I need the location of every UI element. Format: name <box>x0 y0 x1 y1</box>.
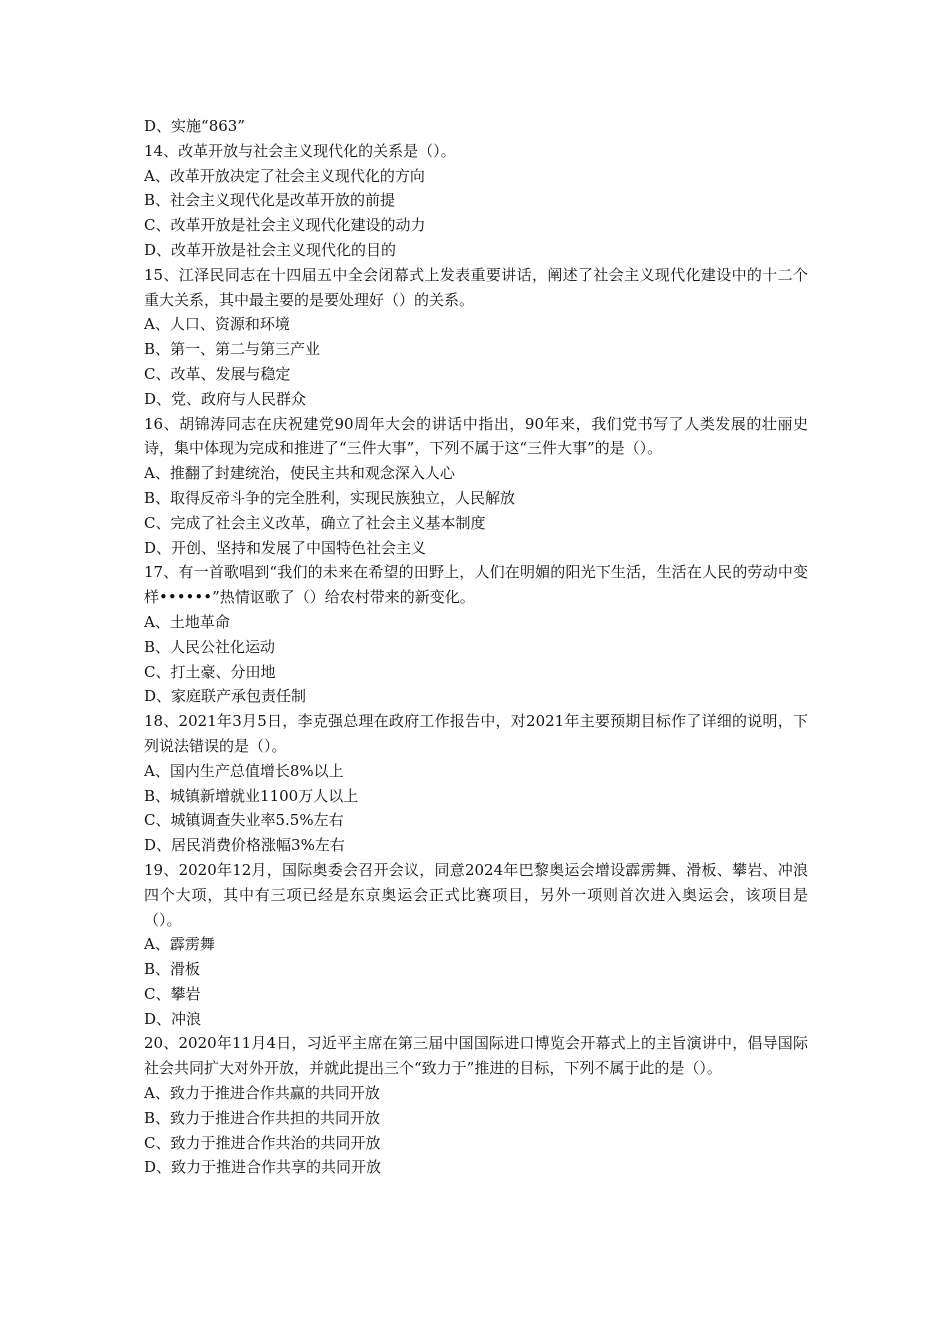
answer-option: B、取得反帝斗争的完全胜利，实现民族独立，人民解放 <box>144 488 516 507</box>
question-text: 18、2021年3月5日，李克强总理在政府工作报告中，对2021年主要预期目标作了详细的说明，下列说法错误的是（）。 <box>144 712 808 755</box>
answer-option: D、改革开放是社会主义现代化的目的 <box>144 240 397 259</box>
answer-option: B、社会主义现代化是改革开放的前提 <box>144 191 396 210</box>
answer-option: A、致力于推进合作共赢的共同开放 <box>144 1084 380 1103</box>
question-text: 17、有一首歌唱到“我们的未来在希望的田野上，人们在明媚的阳光下生活，生活在人民的劳动中变样••••••”热情讴歌了（）给农村带来的新变化。 <box>144 563 808 607</box>
question-text: 19、2020年12月，国际奥委会召开会议，同意2024年巴黎奥运会增设霹雳舞、滑板、攀岩、冲浪四个大项，其中有三项已经是东京奥运会正式比赛项目，另外一项则首次进入奥运会，该项目是（）。 <box>144 860 808 929</box>
answer-option: B、致力于推进合作共担的共同开放 <box>144 1108 381 1127</box>
answer-option: D、居民消费价格涨幅3%左右 <box>144 836 345 855</box>
question-text: 14、改革开放与社会主义现代化的关系是（）。 <box>144 141 456 160</box>
answer-option: C、致力于推进合作共治的共同开放 <box>144 1133 381 1152</box>
answer-option: A、推翻了封建统治，使民主共和观念深入人心 <box>144 464 455 483</box>
question-text: 20、2020年11月4日，习近平主席在第三届中国国际进口博览会开幕式上的主旨演讲中，倡导国际社会共同扩大对外开放，并就此提出三个“致力于”推进的目标，下列不属于此的是（）。 <box>144 1034 808 1078</box>
answer-option: D、实施“863” <box>144 117 245 135</box>
answer-option: A、改革开放决定了社会主义现代化的方向 <box>144 166 425 185</box>
answer-option: B、滑板 <box>144 960 201 979</box>
answer-option: B、第一、第二与第三产业 <box>144 340 321 359</box>
answer-option: A、人口、资源和环境 <box>144 315 290 334</box>
answer-option: D、开创、坚持和发展了中国特色社会主义 <box>144 538 427 557</box>
answer-option: B、人民公社化运动 <box>144 637 276 656</box>
answer-option: C、攀岩 <box>144 984 201 1003</box>
answer-option: C、打土豪、分田地 <box>144 662 276 681</box>
answer-option: C、完成了社会主义改革，确立了社会主义基本制度 <box>144 513 486 532</box>
answer-option: B、城镇新增就业1100万人以上 <box>144 786 359 805</box>
answer-option: D、冲浪 <box>144 1009 202 1028</box>
answer-option: D、党、政府与人民群众 <box>144 389 307 408</box>
answer-option: D、家庭联产承包责任制 <box>144 687 307 706</box>
answer-option: C、改革、发展与稳定 <box>144 364 291 383</box>
answer-option: D、致力于推进合作共享的共同开放 <box>144 1158 382 1177</box>
question-text: 16、胡锦涛同志在庆祝建党90周年大会的讲话中指出，90年来，我们党书写了人类发展的壮丽史诗，集中体现为完成和推进了“三件大事”，下列不属于这“三件大事”的是（）。 <box>144 414 808 458</box>
question-list <box>144 114 808 1180</box>
answer-option: A、土地革命 <box>144 612 230 631</box>
answer-option: C、改革开放是社会主义现代化建设的动力 <box>144 216 426 235</box>
answer-option: A、霹雳舞 <box>144 935 215 954</box>
question-text: 15、江泽民同志在十四届五中全会闭幕式上发表重要讲话，阐述了社会主义现代化建设中的十二个重大关系，其中最主要的是要处理好（）的关系。 <box>144 265 808 309</box>
answer-option: C、城镇调查失业率5.5%左右 <box>144 811 344 830</box>
answer-option: A、国内生产总值增长8%以上 <box>144 761 344 780</box>
